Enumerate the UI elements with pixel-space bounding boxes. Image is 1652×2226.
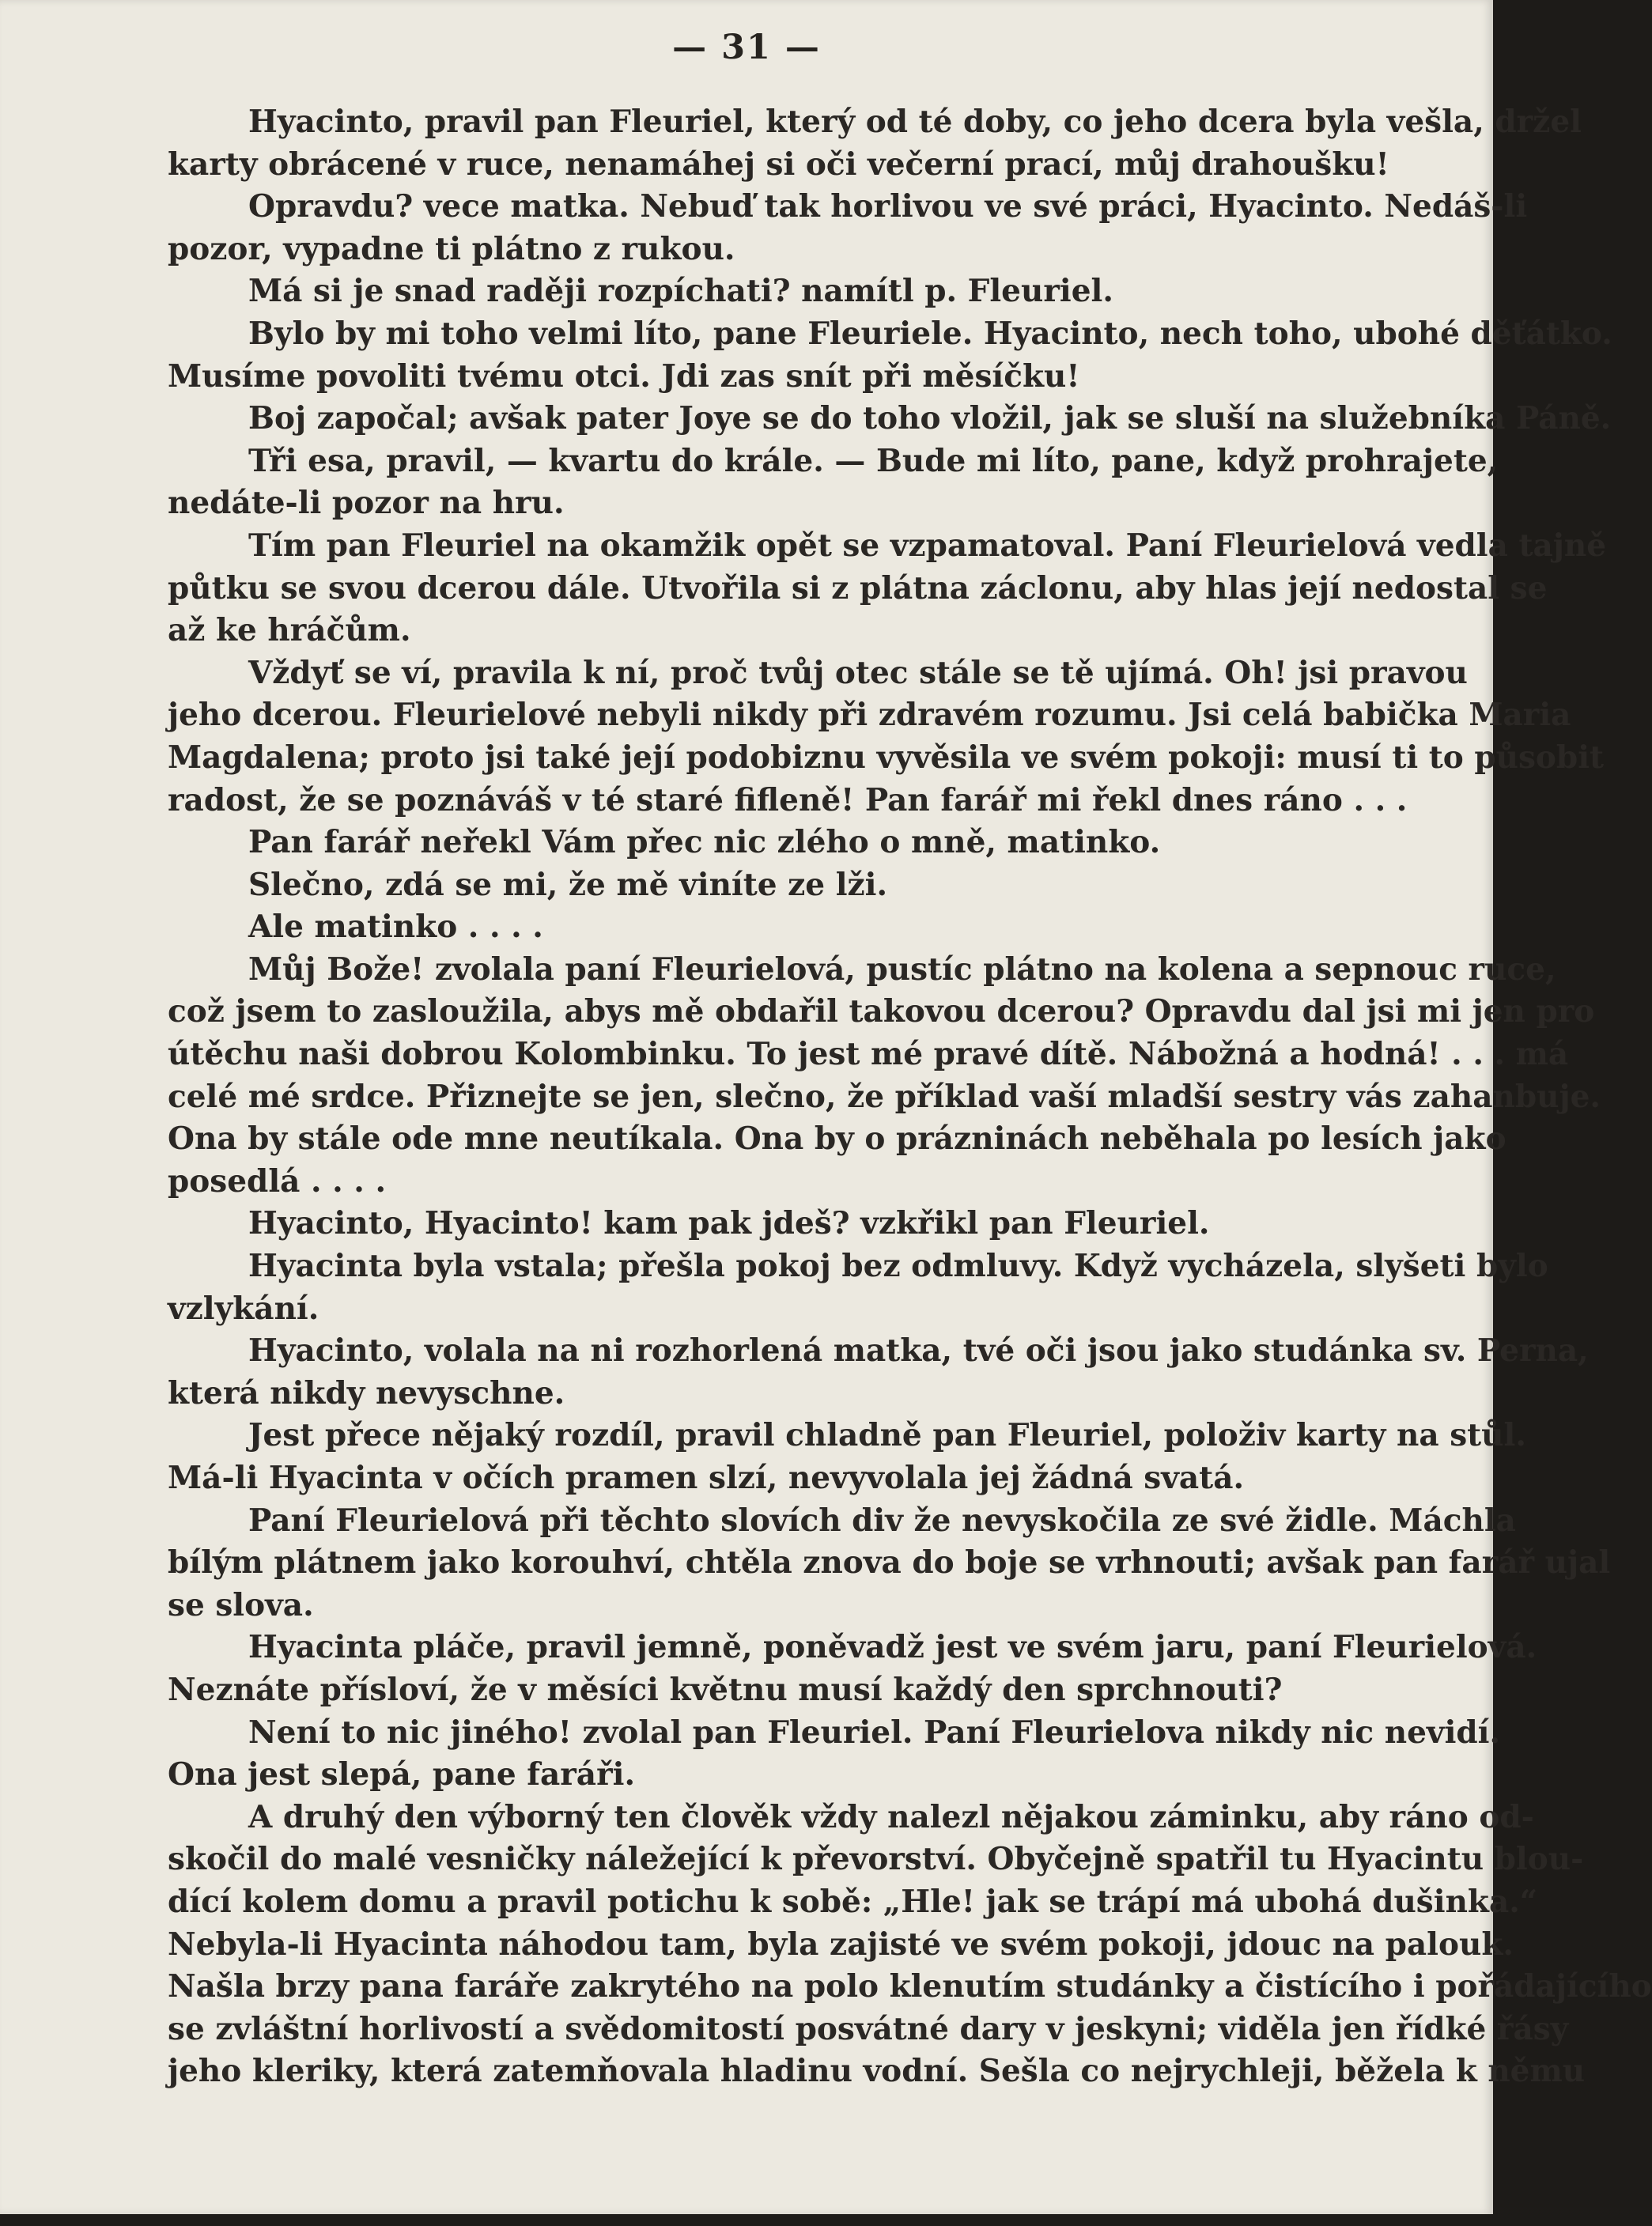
- text-body: [168, 101, 1652, 2093]
- text-line: Nebyla-li Hyacinta náhodou tam, byla zajisté ve svém pokoji, jdouc na palouk.: [168, 1926, 1514, 1963]
- text-line: což jsem to zasloužila, abys mě obdařil takovou dcerou? Opravdu dal jsi mi jen pro: [168, 993, 1595, 1030]
- text-line: nedáte-li pozor na hru.: [168, 485, 565, 522]
- text-line: Opravdu? vece matka. Nebuď tak horlivou ve své práci, Hyacinto. Nedáš-li: [248, 188, 1528, 225]
- text-line: Jest přece nějaký rozdíl, pravil chladně pan Fleuriel, položiv karty na stůl.: [248, 1417, 1526, 1454]
- text-line: Hyacinto, Hyacinto! kam pak jdeš? vzkřikl pan Fleuriel.: [248, 1205, 1210, 1242]
- text-line: Boj započal; avšak pater Joye se do toho vložil, jak se sluší na služebníka Páně.: [248, 400, 1612, 437]
- text-line: až ke hráčům.: [168, 612, 411, 649]
- text-line: Hyacinto, volala na ni rozhorlená matka, tvé oči jsou jako studánka sv. Perna,: [248, 1332, 1589, 1370]
- text-line: posedlá . . . .: [168, 1162, 387, 1200]
- text-line: Bylo by mi toho velmi líto, pane Fleuriele. Hyacinto, nech toho, ubohé děťátko.: [248, 315, 1612, 352]
- text-line: Neznáte přísloví, že v měsíci květnu musí každý den sprchnouti?: [168, 1671, 1283, 1708]
- text-line: vzlykání.: [168, 1290, 319, 1327]
- text-line: Paní Fleurielová při těchto slovích div že nevyskočila ze své židle. Máchla: [248, 1502, 1516, 1539]
- text-line: Ale matinko . . . .: [248, 909, 543, 946]
- text-line: půtku se svou dcerou dále. Utvořila si z plátna záclonu, aby hlas její nedostal se: [168, 569, 1548, 607]
- text-line: Ona jest slepá, pane faráři.: [168, 1756, 636, 1793]
- text-line: Pan farář neřekl Vám přec nic zlého o mně, matinko.: [248, 824, 1161, 861]
- text-line: karty obrácené v ruce, nenamáhej si oči večerní prací, můj drahoušku!: [168, 146, 1389, 183]
- text-line: Vždyť se ví, pravila k ní, proč tvůj otec stále se tě ujímá. Oh! jsi pravou: [248, 654, 1468, 691]
- text-line: Tím pan Fleuriel na okamžik opět se vzpamatoval. Paní Fleurielová vedla tajně: [248, 527, 1607, 564]
- text-line: Můj Bože! zvolala paní Fleurielová, pustíc plátno na kolena a sepnouc ruce,: [248, 950, 1556, 988]
- text-line: A druhý den výborný ten člověk vždy nalezl nějakou záminku, aby ráno od-: [248, 1798, 1534, 1835]
- text-line: dící kolem domu a pravil potichu k sobě: „Hle! jak se trápí má ubohá dušinka.“: [168, 1883, 1538, 1920]
- text-line: Hyacinta pláče, pravil jemně, poněvadž jest ve svém jaru, paní Fleurielová.: [248, 1629, 1537, 1666]
- text-line: celé mé srdce. Přiznejte se jen, slečno, že příklad vaší mladší sestry vás zahanbuje.: [168, 1078, 1601, 1115]
- text-line: skočil do malé vesničky náležející k převorství. Obyčejně spatřil tu Hyacintu blou-: [168, 1841, 1584, 1878]
- page-number: — 31 —: [672, 28, 821, 67]
- text-line: pozor, vypadne ti plátno z rukou.: [168, 230, 735, 267]
- text-line: Magdalena; proto jsi také její podobiznu vyvěsila ve svém pokoji: musí ti to působit: [168, 739, 1605, 776]
- text-line: Tři esa, pravil, — kvartu do krále. — Bude mi líto, pane, když prohrajete,: [248, 442, 1499, 479]
- text-line: bílým plátnem jako korouhví, chtěla znova do boje se vrhnouti; avšak pan farář ujal: [168, 1544, 1611, 1582]
- text-line: Má-li Hyacinta v očích pramen slzí, nevyvolala jej žádná svatá.: [168, 1460, 1245, 1496]
- text-line: Není to nic jiného! zvolal pan Fleuriel. Paní Fleurielova nikdy nic nevidí.: [248, 1714, 1501, 1751]
- text-line: se zvláštní horlivostí a svědomitostí posvátné dary v jeskyni; viděla jen řídké řásy: [168, 2010, 1569, 2047]
- text-line: Hyacinto, pravil pan Fleuriel, který od té doby, co jeho dcera byla vešla, držel: [248, 104, 1582, 140]
- text-line: Slečno, zdá se mi, že mě viníte ze lži.: [248, 866, 888, 903]
- text-line: Musíme povoliti tvému otci. Jdi zas snít při měsíčku!: [168, 357, 1080, 395]
- text-line: jeho dcerou. Fleurielové nebyli nikdy při zdravém rozumu. Jsi celá babička Maria: [168, 697, 1571, 734]
- text-line: která nikdy nevyschne.: [168, 1374, 565, 1412]
- text-line: se slova.: [168, 1586, 314, 1623]
- text-line: jeho kleriky, která zatemňovala hladinu vodní. Sešla co nejrychleji, běžela k němu: [168, 2053, 1586, 2090]
- text-line: Našla brzy pana faráře zakrytého na polo klenutím studánky a čistícího i pořádajícího: [168, 1968, 1652, 2005]
- text-line: Má si je snad raději rozpíchati? namítl p. Fleuriel.: [248, 273, 1113, 310]
- text-line: útěchu naši dobrou Kolombinku. To jest mé pravé dítě. Nábožná a hodná! . . . má: [168, 1036, 1569, 1073]
- text-line: Hyacinta byla vstala; přešla pokoj bez odmluvy. Když vycházela, slyšeti bylo: [248, 1248, 1548, 1285]
- text-line: Ona by stále ode mne neutíkala. Ona by o prázninách neběhala po lesích jako: [168, 1121, 1506, 1158]
- text-line: radost, že se poznáváš v té staré fifleně! Pan farář mi řekl dnes ráno . . .: [168, 781, 1408, 818]
